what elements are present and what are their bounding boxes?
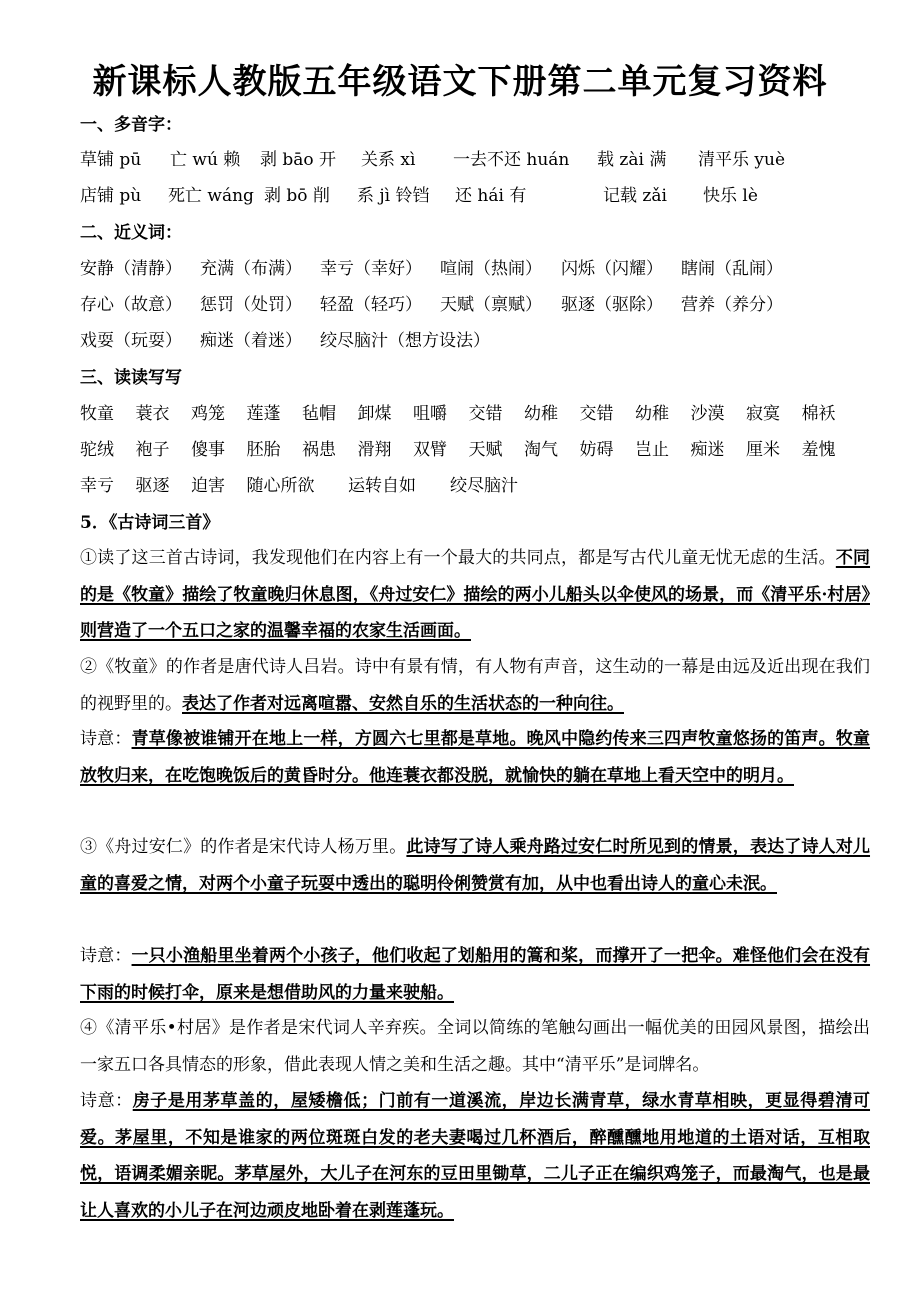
polyphone-item: 一去不还 huán (453, 150, 570, 170)
poem-meaning-label: 诗意： (80, 946, 132, 966)
vocab-word: 寂寞 (746, 404, 780, 424)
vocab-word: 幸亏 (80, 476, 114, 496)
paragraph-text: ②《牧童》的作者是唐代诗人吕岩。诗中有景有情，有人物有声音，这生动的一幕是由远及近出现在我们的视野里的。 (80, 657, 870, 714)
vocab-word: 交错 (468, 404, 503, 424)
section-heading-read-write: 三、读读写写 (80, 368, 182, 388)
polyphone-item: 快乐 lè (703, 186, 758, 206)
paragraph-6 (80, 1010, 870, 1083)
synonym-item: 瞎闹（乱闹） (681, 259, 783, 279)
polyphone-item: 系 jì 铃铛 (357, 186, 430, 206)
vocab-word: 岂止 (635, 440, 669, 460)
vocab-word: 运转自如 (348, 476, 416, 496)
vocab-word: 毡帽 (302, 404, 336, 424)
key-point-text: 一只小渔船里坐着两个小孩子，他们收起了划船用的篙和桨，而撑开了一把伞。难怪他们会在没有下雨的时候打伞，原来是想借助风的力量来驶船。 (80, 946, 871, 1003)
paragraph-3 (80, 721, 870, 794)
vocab-word: 驼绒 (80, 440, 114, 460)
polyphone-item: 关系 xì (361, 150, 416, 170)
polyphone-item: 清平乐 yuè (698, 150, 786, 170)
synonym-item: 绞尽脑汁（想方设法） (320, 331, 490, 351)
vocab-word: 幼稚 (635, 404, 669, 424)
vocab-word: 滑翔 (357, 440, 392, 460)
vocab-word: 棉袄 (801, 404, 836, 424)
vocab-word: 天赋 (468, 440, 503, 460)
polyphone-item: 剥 bō 削 (264, 186, 330, 206)
vocab-word: 傻事 (191, 440, 225, 460)
synonym-item: 闪烁（闪耀） (561, 259, 663, 279)
key-point-text: 青草像被谁铺开在地上一样，方圆六七里都是草地。晚风中隐约传来三四声牧童悠扬的笛声。牧童放牧归来，在吃饱晚饭后的黄昏时分。他连蓑衣都没脱，就愉快的躺在草地上看天空中的明月。 (80, 729, 871, 786)
section-heading-polyphone: 一、多音字： (80, 115, 182, 135)
vocab-word: 双臂 (413, 440, 447, 460)
paragraph-4 (80, 829, 870, 902)
polyphone-item: 载 zài 满 (597, 150, 667, 170)
vocab-word: 交错 (579, 404, 614, 424)
synonym-item: 惩罚（处罚） (200, 295, 302, 315)
vocab-word: 厘米 (746, 440, 780, 460)
synonym-item: 喧闹（热闹） (440, 259, 542, 279)
synonym-item: 轻盈（轻巧） (320, 295, 422, 315)
synonym-item: 戏耍（玩耍） (80, 331, 182, 351)
lesson-heading: 5．《古诗词三首》 (80, 513, 220, 533)
poem-meaning-label: 诗意： (80, 729, 132, 749)
vocab-word: 迫害 (191, 476, 225, 496)
synonym-item: 痴迷（着迷） (200, 331, 302, 351)
vocab-word: 胚胎 (246, 440, 281, 460)
vocab-word: 蓑衣 (135, 404, 170, 424)
vocab-word: 妨碍 (579, 440, 614, 460)
paragraph-1 (80, 540, 870, 650)
synonym-item: 充满（布满） (200, 259, 302, 279)
paragraph-text: ①读了这三首古诗词，我发现他们在内容上有一个最大的共同点，都是写古代儿童无忧无虑的生活。 (80, 548, 836, 568)
vocab-word: 祸患 (302, 440, 336, 460)
synonym-item: 驱逐（驱除） (561, 295, 663, 315)
key-point-text: 不同的是《牧童》描绘了牧童晚归休息图，《舟过安仁》描绘的两小儿船头以伞使风的场景，而《清平乐·村居》则营造了一个五口之家的温馨幸福的农家生活画面。 (80, 548, 871, 642)
polyphone-item: 剥 bāo 开 (260, 150, 337, 170)
vocab-word: 卸煤 (357, 404, 392, 424)
key-point-text: 此诗写了诗人乘舟路过安仁时所见到的情景，表达了诗人对儿童的喜爱之情，对两个小童子玩耍中透出的聪明伶俐赞赏有加，从中也看出诗人的童心未泯。 (80, 837, 871, 894)
vocab-word: 袍子 (135, 440, 170, 460)
paragraph-2 (80, 649, 870, 722)
synonym-item: 天赋（禀赋） (440, 295, 542, 315)
paragraph-text: ③《舟过安仁》的作者是宋代诗人杨万里。 (80, 837, 407, 857)
vocab-word: 咀嚼 (413, 404, 447, 424)
vocab-word: 淘气 (524, 440, 558, 460)
vocab-word: 痴迷 (690, 440, 725, 460)
vocab-word: 驱逐 (135, 476, 170, 496)
vocab-word: 莲蓬 (246, 404, 281, 424)
synonym-item: 存心（故意） (80, 295, 182, 315)
paragraph-text: ④《清平乐•村居》是作者是宋代词人辛弃疾。全词以简练的笔触勾画出一幅优美的田园风景图，描绘出一家五口各具情态的形象，借此表现人情之美和生活之趣。其中“清平乐”是词牌名。 (80, 1018, 870, 1075)
polyphone-item: 死亡 wáng (168, 186, 254, 206)
key-point-text: 房子是用茅草盖的，屋矮檐低；门前有一道溪流，岸边长满青草，绿水青草相映，更显得碧清可爱。茅屋里，不知是谁家的两位斑斑白发的老夫妻喝过几杯酒后，醉醺醺地用地道的土语对话，互相取悦，语调柔媚亲昵。茅草屋外，大儿子在河东的豆田里锄草，二儿子正在编织鸡笼子，而最淘气，也是最让人喜欢的小儿子在河边顽皮地卧着在剥莲蓬玩。 (80, 1091, 871, 1221)
section-heading-synonyms: 二、近义词： (80, 223, 182, 243)
polyphone-item: 记载 zǎi (603, 186, 667, 206)
synonym-item: 安静（清静） (80, 259, 182, 279)
vocab-word: 随心所欲 (246, 476, 315, 496)
vocab-word: 鸡笼 (191, 404, 225, 424)
paragraph-7 (80, 1083, 870, 1229)
page-title: 新课标人教版五年级语文下册第二单元复习资料 (92, 62, 828, 102)
paragraph-5 (80, 938, 870, 1011)
polyphone-item: 亡 wú 赖 (170, 150, 241, 170)
vocab-word: 绞尽脑汁 (450, 476, 518, 496)
vocab-word: 羞愧 (801, 440, 836, 460)
synonym-item: 营养（养分） (681, 295, 783, 315)
synonym-item: 幸亏（幸好） (320, 259, 422, 279)
vocab-word: 幼稚 (524, 404, 558, 424)
poem-meaning-label: 诗意： (80, 1091, 133, 1111)
vocab-word: 沙漠 (690, 404, 725, 424)
polyphone-item: 草铺 pū (80, 150, 142, 170)
vocab-word: 牧童 (80, 404, 114, 424)
polyphone-item: 店铺 pù (80, 186, 142, 206)
polyphone-item: 还 hái 有 (455, 186, 527, 206)
key-point-text: 表达了作者对远离喧嚣、安然自乐的生活状态的一种向往。 (182, 693, 624, 714)
